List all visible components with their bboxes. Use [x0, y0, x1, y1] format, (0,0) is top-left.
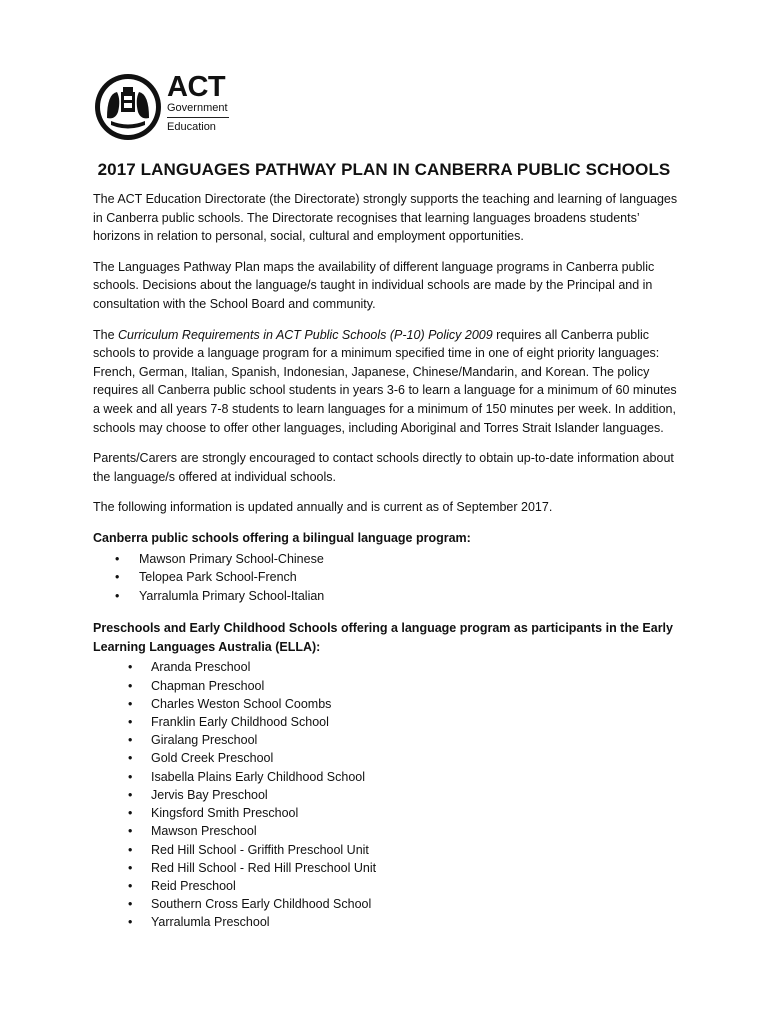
list-item: • Yarralumla Primary School-Italian	[93, 587, 683, 606]
list-item: • Chapman Preschool	[93, 677, 683, 695]
act-coat-of-arms-icon	[93, 72, 163, 142]
list-item: • Mawson Preschool	[93, 822, 683, 840]
document-body	[93, 190, 683, 932]
ella-list	[93, 658, 683, 931]
list-item: • Franklin Early Childhood School	[93, 713, 683, 731]
pathway-plan-paragraph: The Languages Pathway Plan maps the availability of different language programs in Canberra public schools. Decisions about the language/s taught in individual schools are made by the Principal and in consultation with the School Board and community.	[93, 259, 655, 311]
logo-divider	[167, 117, 229, 118]
parents-paragraph: Parents/Carers are strongly encouraged to contact schools directly to obtain up-to-date information about the language/s offered at individual schools.	[93, 451, 674, 484]
list-item: • Reid Preschool	[93, 877, 683, 895]
update-paragraph: The following information is updated annually and is current as of September 2017.	[93, 500, 553, 515]
list-item: • Mawson Primary School-Chinese	[93, 550, 683, 569]
policy-paragraph	[93, 326, 683, 438]
list-item: • Yarralumla Preschool	[93, 913, 683, 931]
list-item: • Giralang Preschool	[93, 731, 683, 749]
bilingual-heading: Canberra public schools offering a bilingual language program:	[93, 530, 471, 545]
policy-paragraph-rest: requires all Canberra public schools to provide a language program for a minimum specified time in one of eight priority languages: French, German, Italian, Spanish, Indonesian, Japanese, Chinese/Mandarin, and Korean. The policy requires all Canberra public school students in years 3-6 to learn a language for a minimum of 60 minutes a week and all years 7-8 students to learn languages for a minimum of 150 minutes per week. In addition, schools may choose to offer other languages, including Aboriginal and Torres Strait Islander languages.	[93, 327, 677, 435]
list-item: • Southern Cross Early Childhood School	[93, 895, 683, 913]
logo-act: ACT	[167, 71, 226, 103]
list-item: • Aranda Preschool	[93, 658, 683, 676]
list-item: • Telopea Park School-French	[93, 568, 683, 587]
list-item: • Jervis Bay Preschool	[93, 786, 683, 804]
logo-government: Government	[167, 102, 228, 114]
logo-education: Education	[167, 121, 216, 133]
list-item: • Isabella Plains Early Childhood School	[93, 768, 683, 786]
act-government-logo	[93, 72, 233, 142]
ella-heading: Preschools and Early Childhood Schools offering a language program as participants in the Early Learning Languages Australia (ELLA):	[93, 621, 673, 654]
policy-paragraph-start: The	[93, 327, 119, 342]
list-item: • Gold Creek Preschool	[93, 749, 683, 767]
page-title: 2017 LANGUAGES PATHWAY PLAN IN CANBERRA PUBLIC SCHOOLS	[97, 160, 671, 179]
policy-title: Curriculum Requirements in ACT Public Schools (P-10) Policy 2009	[118, 327, 493, 342]
intro-paragraph: The ACT Education Directorate (the Directorate) strongly supports the teaching and learning of languages in Canberra public schools. The Directorate recognises that learning languages broadens students’ horizons in relation to personal, social, cultural and employment opportunities.	[93, 192, 678, 244]
list-item: • Red Hill School - Griffith Preschool Unit	[93, 841, 683, 859]
bilingual-list	[93, 550, 683, 606]
list-item: • Charles Weston School Coombs	[93, 695, 683, 713]
list-item: • Kingsford Smith Preschool	[93, 804, 683, 822]
logo-text	[167, 72, 229, 133]
list-item: • Red Hill School - Red Hill Preschool Unit	[93, 859, 683, 877]
